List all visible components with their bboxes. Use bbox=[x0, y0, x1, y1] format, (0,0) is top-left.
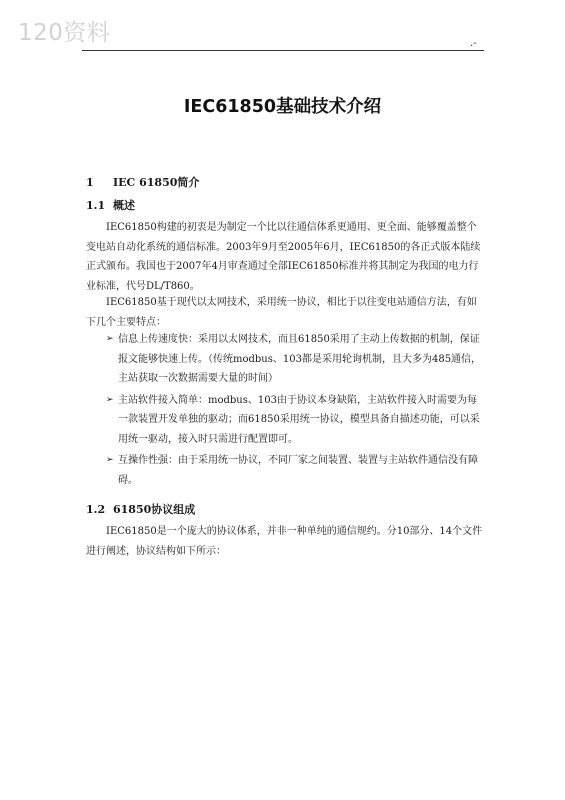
list-item-text: 互操作性强：由于采用统一协议，不同厂家之间装置、装置与主站软件通信没有障碍。 bbox=[118, 455, 478, 486]
section-title: 61850协议组成 bbox=[113, 503, 196, 516]
arrow-bullet-icon: ➢ bbox=[106, 394, 114, 405]
section-heading-1-2 bbox=[86, 501, 195, 517]
section-title: IEC 61850简介 bbox=[113, 176, 200, 189]
watermark: 120资料 bbox=[18, 20, 111, 46]
list-item-text: 信息上传速度快：采用以太网技术，而且61850采用了主动上传数据的机制，保证报文能够快速上传。（传统modbus、103都是采用轮询机制，且大多为485通信，主站获取一次数据需要大量的时间） bbox=[118, 334, 482, 384]
document-title: IEC61850基础技术介绍 bbox=[183, 97, 382, 117]
section-number: 1.1 bbox=[86, 199, 106, 212]
header-mark: .- bbox=[470, 38, 477, 49]
list-item bbox=[86, 391, 486, 450]
paragraph-protocol-structure: IEC61850是一个庞大的协议体系，并非一种单纯的通信规约。分10部分、14个文件进行阐述，协议结构如下所示： bbox=[86, 526, 483, 557]
feature-list bbox=[86, 330, 486, 492]
header-rule bbox=[82, 50, 484, 51]
paragraph-overview: IEC61850构建的初衷是为制定一个比以往通信体系更通用、更全面、能够覆盖整个变电站自动化系统的通信标准。2003年9月至2005年6月，IEC61850的各正式版本陆续正式颁布。我国也于2007年4月审查通过全部IEC61850标准并将其制定为我国的电力行业标准，代号DL/T860。 bbox=[86, 222, 481, 292]
section-title: 概述 bbox=[113, 199, 135, 212]
section-heading-1-1 bbox=[86, 197, 135, 213]
paragraph-features-intro: IEC61850基于现代以太网技术，采用统一协议，相比于以往变电站通信方法，有如下几个主要特点： bbox=[86, 297, 477, 328]
section-heading-1 bbox=[86, 174, 199, 190]
section-number: 1.2 bbox=[86, 503, 106, 516]
list-item bbox=[86, 451, 486, 490]
list-item-text: 主站软件接入简单：modbus、103由于协议本身缺陷，主站软件接入时需要为每一款装置开发单独的驱动；而61850采用统一协议，模型具备自描述功能，可以采用统一驱动，接入时只需进行配置即可。 bbox=[118, 394, 480, 445]
section-number: 1 bbox=[86, 176, 94, 189]
list-item bbox=[86, 330, 486, 389]
arrow-bullet-icon: ➢ bbox=[106, 455, 114, 465]
arrow-bullet-icon: ➢ bbox=[106, 334, 114, 344]
